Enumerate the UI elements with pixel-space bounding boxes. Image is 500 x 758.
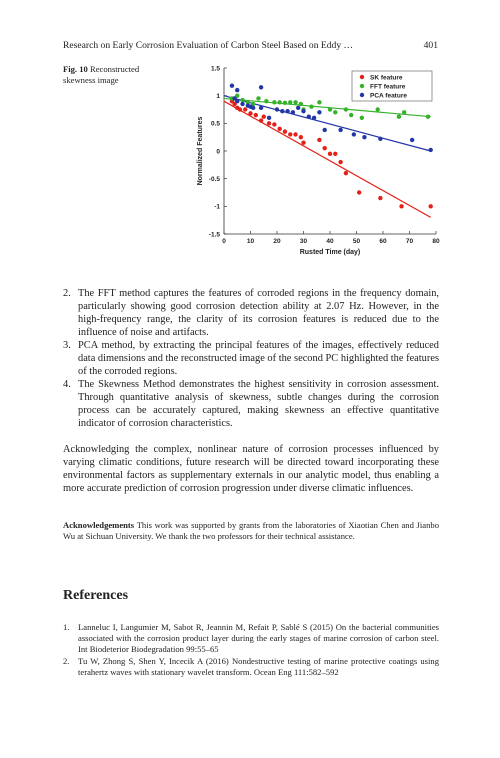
data-point xyxy=(240,102,244,106)
x-tick-label: 50 xyxy=(352,238,361,245)
reference-item xyxy=(63,622,439,655)
data-point xyxy=(317,100,321,104)
data-point xyxy=(272,122,276,126)
list-item-number: 2. xyxy=(63,288,71,299)
data-point xyxy=(338,128,342,132)
y-tick-label: 0 xyxy=(216,148,220,156)
x-axis-label: Rusted Time (day) xyxy=(299,249,361,256)
x-tick-label: 70 xyxy=(405,238,414,245)
data-point xyxy=(299,102,303,106)
data-point xyxy=(312,116,316,120)
data-point xyxy=(429,204,433,208)
data-point xyxy=(378,196,382,200)
y-tick-label: 0.5 xyxy=(210,120,220,128)
y-axis-label: Normalized Features xyxy=(197,116,204,186)
y-tick-label: -0.5 xyxy=(208,175,220,183)
reference-number: 2. xyxy=(63,656,70,666)
acknowledgements-title: Acknowledgements xyxy=(63,520,135,530)
data-point xyxy=(317,110,321,114)
data-point xyxy=(296,106,300,110)
y-tick-label: 1.5 xyxy=(210,65,220,73)
data-point xyxy=(349,113,353,117)
y-tick-label: -1.5 xyxy=(208,231,220,239)
references-heading: References xyxy=(63,588,129,603)
data-point xyxy=(235,99,239,103)
data-point xyxy=(243,107,247,111)
data-point xyxy=(307,114,311,118)
data-point xyxy=(288,132,292,136)
legend-marker xyxy=(360,93,364,97)
reference-text: Lanneluc I, Langumier M, Sabot R, Jeannin M, Refait P, Sablé S (2015) On the bacterial communities associated with the corrosion product layer during the early stages of marine corrosion of carbon steel. Int Biodeterior Biodegradation 99:55–65 xyxy=(78,622,439,654)
chart-points xyxy=(230,84,433,209)
data-point xyxy=(259,118,263,122)
data-point xyxy=(426,114,430,118)
legend-label: PCA feature xyxy=(370,92,407,100)
data-point xyxy=(256,96,260,100)
data-point xyxy=(338,160,342,164)
figure-caption xyxy=(63,64,173,85)
legend-label: SK feature xyxy=(370,74,403,82)
list-item-text: The FFT method captures the features of corroded regions in the frequency domain, particularly showing good corrosion detection ability at 2.07 Hz. However, in the high-frequency range, the clarity of its corrosion features is reduced due to the influence of noise and artifacts. xyxy=(78,288,439,338)
x-tick-label: 80 xyxy=(432,238,440,245)
data-point xyxy=(317,138,321,142)
reference-number: 1. xyxy=(63,622,70,632)
list-item-number: 4. xyxy=(63,379,71,390)
y-tick-label: -1 xyxy=(214,203,220,211)
list-item-text: The Skewness Method demonstrates the highest sensitivity in corrosion assessment. Through quantitative analysis of skewness, subtle changes during the corrosion process can be accurately captured, making skewness an effective quantitative indicator of corrosion characteristics. xyxy=(78,379,439,429)
acknowledgements-text: This work was supported by grants from the laboratories of Xiaotian Chen and Jianbo Wu at Sichuan University. We thank the two professors for their technical assistance. xyxy=(63,520,439,541)
chart-legend xyxy=(352,71,432,101)
data-point xyxy=(262,114,266,118)
y-tick-label: 1 xyxy=(216,92,220,100)
data-point xyxy=(280,109,284,113)
data-point xyxy=(259,106,263,110)
data-point xyxy=(344,171,348,175)
data-point xyxy=(333,152,337,156)
data-point xyxy=(264,99,268,103)
data-point xyxy=(333,110,337,114)
reference-text: Tu W, Zhong S, Shen Y, Incecik A (2016) Nondestructive testing of marine protective coatings using terahertz waves with stationary wavelet transform. Ocean Eng 111:582–592 xyxy=(78,656,439,677)
data-point xyxy=(251,106,255,110)
legend-marker xyxy=(360,75,364,79)
conclusion-list xyxy=(63,287,439,430)
list-item-number: 3. xyxy=(63,340,71,351)
data-point xyxy=(410,138,414,142)
x-tick-label: 20 xyxy=(273,238,281,245)
data-point xyxy=(288,100,292,104)
reference-item xyxy=(63,656,439,678)
data-point xyxy=(240,98,244,102)
data-point xyxy=(429,148,433,152)
data-point xyxy=(277,127,281,131)
data-point xyxy=(267,121,271,125)
data-point xyxy=(285,109,289,113)
data-point xyxy=(248,111,252,115)
skewness-chart xyxy=(190,58,450,263)
figure-caption-text: Reconstructed skewness image xyxy=(63,64,140,85)
data-point xyxy=(283,101,287,105)
data-point xyxy=(357,190,361,194)
list-item-text: PCA method, by extracting the principal features of the images, effectively reduced data dimensions and the reconstructed image of the second PC highlighted the features of the corroded regions. xyxy=(78,340,439,377)
list-item xyxy=(63,339,439,378)
data-point xyxy=(277,100,281,104)
page-number: 401 xyxy=(423,40,438,51)
data-point xyxy=(301,109,305,113)
data-point xyxy=(402,110,406,114)
x-tick-label: 60 xyxy=(379,238,387,245)
acknowledgements xyxy=(63,520,439,542)
data-point xyxy=(254,113,258,117)
data-point xyxy=(399,204,403,208)
data-point xyxy=(267,116,271,120)
list-item xyxy=(63,287,439,339)
legend-marker xyxy=(360,84,364,88)
future-work-paragraph: Acknowledging the complex, nonlinear nature of corrosion processes influenced by varying climatic conditions, future research will be directed toward incorporating these environmental factors as supplementary externals in our analytic model, thus enabling a more accurate prediction of corrosion progression under diverse climatic influences. xyxy=(63,444,439,494)
data-point xyxy=(352,132,356,136)
data-point xyxy=(344,107,348,111)
data-point xyxy=(323,128,327,132)
data-point xyxy=(360,116,364,120)
data-point xyxy=(328,152,332,156)
data-point xyxy=(376,107,380,111)
data-point xyxy=(238,107,242,111)
data-point xyxy=(301,141,305,145)
data-point xyxy=(235,88,239,92)
x-tick-label: 0 xyxy=(222,238,226,245)
data-point xyxy=(299,135,303,139)
reference-list xyxy=(63,622,439,679)
data-point xyxy=(309,105,313,109)
x-tick-label: 30 xyxy=(299,238,308,245)
data-point xyxy=(293,132,297,136)
running-title: Research on Early Corrosion Evaluation of Carbon Steel Based on Eddy … xyxy=(63,40,354,51)
x-tick-label: 10 xyxy=(246,238,255,245)
data-point xyxy=(328,107,332,111)
data-point xyxy=(272,100,276,104)
data-point xyxy=(283,129,287,133)
x-tick-label: 40 xyxy=(326,238,334,245)
data-point xyxy=(378,137,382,141)
data-point xyxy=(397,114,401,118)
legend-label: FFT feature xyxy=(370,83,406,91)
data-point xyxy=(293,100,297,104)
data-point xyxy=(362,135,366,139)
figure-label: Fig. 10 xyxy=(63,64,88,74)
data-point xyxy=(275,107,279,111)
data-point xyxy=(291,110,295,114)
data-point xyxy=(323,146,327,150)
data-point xyxy=(230,84,234,88)
data-point xyxy=(259,85,263,89)
list-item xyxy=(63,378,439,430)
